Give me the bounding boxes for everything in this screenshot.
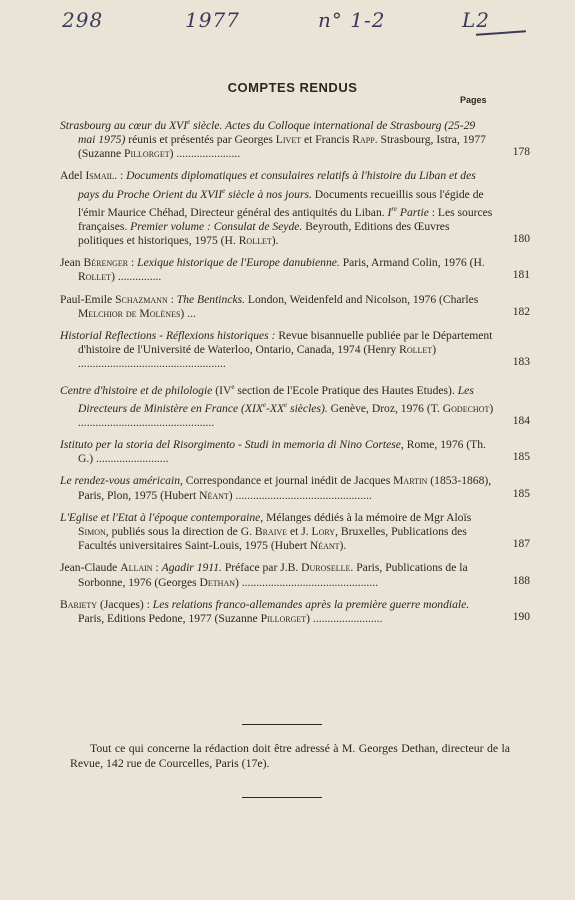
review-citation (60, 438, 494, 466)
review-citation (60, 511, 494, 554)
review-citation (60, 169, 494, 248)
citation-fragment: Rollet (238, 234, 272, 247)
citation-fragment: ). (271, 234, 279, 247)
page-number: 185 (512, 487, 530, 500)
review-entry (60, 169, 530, 248)
review-citation (60, 598, 494, 626)
page-number: 184 (512, 414, 530, 427)
handwritten-note: 298 (62, 8, 104, 32)
review-list (60, 115, 530, 634)
citation-fragment: Préface par J.B. (221, 561, 302, 575)
citation-fragment: siècle à nos jours. (225, 187, 312, 201)
page-number: 183 (512, 356, 530, 369)
citation-fragment: Pillorget (124, 147, 170, 161)
citation-fragment: re (391, 204, 397, 213)
citation-fragment: Les Directeurs de Ministère en France (XIX (78, 383, 474, 415)
review-entry (60, 292, 530, 321)
citation-fragment: ) ............................................... (78, 401, 494, 429)
review-entry (60, 561, 530, 589)
citation-fragment: -XX (266, 401, 285, 415)
citation-fragment: Premier volume : Consulat de Seyde. (130, 219, 303, 233)
citation-fragment: e (222, 186, 226, 195)
review-citation (60, 115, 494, 161)
handwritten-note: 1977 (185, 8, 240, 32)
citation-fragment: e (262, 400, 267, 409)
citation-fragment: et J. (287, 524, 312, 538)
citation-fragment: Paris, Armand Colin, 1976 (H. (339, 256, 485, 270)
citation-fragment: Adel (60, 169, 86, 183)
citation-fragment: e (187, 118, 191, 126)
citation-fragment: Agadir 1911. (161, 561, 222, 575)
citation-fragment: Schazmann (115, 292, 168, 306)
review-entry (60, 510, 530, 554)
citation-fragment: ) ........................ (306, 611, 383, 625)
review-entry (60, 380, 530, 430)
citation-fragment: Les relations franco-allemandes après la première guerre mondiale. (152, 597, 470, 611)
citation-fragment: Rome, 1976 (Th. G.) ......................... (78, 437, 486, 466)
page-number: 180 (512, 233, 530, 245)
citation-fragment: ) ................................................... (78, 343, 437, 371)
citation-fragment: Martin (393, 474, 428, 488)
citation-fragment: : Les sources françaises. (78, 205, 493, 233)
citation-fragment: Historial Reflections - Réflexions historiques : (60, 329, 276, 343)
page-number: 185 (512, 451, 530, 464)
citation-fragment: Bariety (60, 597, 98, 611)
citation-fragment: siècle. Actes du Colloque international de Strasbourg (25-29 mai 1975) (78, 118, 476, 147)
page-number: 188 (512, 574, 530, 587)
citation-fragment: Documents diplomatiques et consulaires relatifs à l'histoire du Liban et des pays du Proche Orient du XVII (78, 169, 476, 201)
citation-fragment: Paul-Emile (60, 292, 116, 306)
citation-fragment: Documents recueillis sous l'égide de l'émir Maurice Chéhad, Directeur général des antiquités du Liban. (78, 187, 484, 219)
citation-fragment: Istituto per la storia del Risorgimento - Studi in memoria di Nino Cortese, (60, 437, 404, 451)
citation-fragment: Correspondance et journal inédit de Jacques (182, 474, 394, 488)
review-entry (60, 329, 530, 372)
citation-fragment: L'Eglise et l'Etat à l'époque contemporaine, (60, 510, 264, 524)
citation-fragment: Livet (275, 133, 302, 147)
page-number: 182 (512, 305, 530, 318)
citation-fragment: Strasbourg au cœur du XVI (60, 118, 188, 132)
citation-fragment: e (284, 400, 288, 409)
citation-fragment: Néant (199, 488, 229, 502)
review-entry (60, 115, 530, 161)
citation-fragment: Jean-Claude (60, 561, 121, 575)
review-citation (60, 293, 494, 321)
citation-fragment: Le rendez-vous américain, (60, 474, 183, 488)
citation-fragment: Pillorget (260, 611, 307, 625)
citation-fragment: section de l'Ecole Pratique des Hautes Etudes). (234, 383, 458, 397)
citation-fragment: I (387, 205, 392, 219)
citation-fragment: Godechot (442, 401, 490, 415)
citation-fragment: ). (339, 539, 347, 553)
citation-fragment: Jean (60, 256, 84, 270)
page-number: 187 (512, 538, 530, 551)
citation-fragment: Allain (120, 561, 153, 575)
citation-fragment: Néant (309, 539, 340, 553)
citation-fragment: Simon (78, 524, 106, 538)
citation-fragment: Melchior de Molènes (78, 306, 181, 320)
citation-fragment: ) ... (180, 306, 196, 320)
page-number: 190 (512, 610, 530, 623)
citation-fragment: Rapp (352, 133, 375, 147)
citation-fragment: Paris, Editions Pedone, 1977 (Suzanne (78, 611, 261, 625)
divider (242, 797, 322, 798)
citation-fragment: e (231, 382, 235, 391)
citation-fragment: London, Weidenfeld and Nicolson, 1976 (Charles (245, 292, 479, 306)
citation-fragment: Beyrouth, Editions des Œuvres politiques et historiques, 1975 (H. (78, 219, 450, 247)
citation-fragment: The Bentincks. (176, 292, 246, 306)
review-citation (60, 256, 494, 284)
page-number: 181 (512, 269, 530, 282)
citation-fragment: Duroselle (301, 561, 351, 575)
page-number: 178 (512, 146, 530, 159)
citation-fragment: (1853-1868), Paris, Plon, 1975 (Hubert (78, 474, 492, 502)
citation-fragment: Ismail (85, 169, 115, 183)
review-citation (60, 329, 494, 372)
citation-fragment: ) ............................................... (235, 575, 378, 589)
citation-fragment: Rollet (78, 270, 112, 284)
citation-fragment: Bérenger (83, 256, 129, 270)
handwritten-note: L2 (462, 8, 491, 32)
citation-fragment: (IV (212, 383, 232, 397)
citation-fragment: . Paris, Publications de la Sorbonne, 1976 (Georges (78, 561, 468, 589)
citation-fragment: Genève, Droz, 1976 (T. (327, 401, 443, 415)
citation-fragment: Braive (254, 524, 288, 538)
review-entry (60, 474, 530, 502)
citation-fragment: Rollet (399, 343, 433, 357)
citation-fragment: . : (114, 169, 127, 183)
review-citation (60, 474, 494, 502)
handwritten-note: n° 1-2 (318, 8, 386, 32)
citation-fragment: ) ............................................... (228, 488, 372, 502)
section-title: COMPTES RENDUS (227, 80, 358, 95)
review-citation (60, 561, 494, 589)
citation-fragment: : (128, 256, 138, 270)
citation-fragment: Centre d'histoire et de philologie (60, 383, 213, 397)
citation-fragment: Lexique historique de l'Europe danubienne. (137, 256, 340, 270)
citation-fragment: Mélanges dédiés à la mémoire de Mgr Aloïs (263, 510, 472, 524)
pages-column-header: Pages (460, 95, 487, 105)
citation-fragment: : (152, 561, 162, 575)
citation-fragment: . Strasbourg, Istra, 1977 (Suzanne (78, 133, 486, 161)
citation-fragment: ) ...................... (169, 147, 241, 161)
citation-fragment: et Francis (301, 133, 353, 147)
citation-fragment: ) ............... (111, 270, 162, 284)
citation-fragment: Dethan (199, 575, 235, 589)
review-entry (60, 597, 530, 626)
review-entry (60, 437, 530, 466)
citation-fragment: , Bruxelles, Publications des Facultés universitaires Saint-Louis, 1975 (Hubert (78, 524, 467, 553)
review-entry (60, 256, 530, 284)
citation-fragment: réunis et présentés par Georges (125, 133, 276, 147)
citation-fragment: : (167, 292, 177, 306)
citation-fragment: Partie (397, 205, 429, 219)
review-citation (60, 380, 494, 430)
citation-fragment: , publiés sous la direction de G. (105, 524, 255, 538)
citation-fragment: siècles). (287, 401, 328, 415)
citation-fragment: Revue bisannuelle publiée par le Département d'histoire de l'Université de Waterloo, Ontario, Canada, 1974 (Henry (78, 329, 493, 357)
divider (242, 724, 322, 725)
citation-fragment: Lory (311, 524, 336, 538)
editorial-notice: Tout ce qui concerne la rédaction doit être adressé à M. Georges Dethan, directeur de la Revue, 142 rue de Courcelles, Paris (17e). (70, 741, 510, 770)
citation-fragment: (Jacques) : (97, 597, 153, 611)
